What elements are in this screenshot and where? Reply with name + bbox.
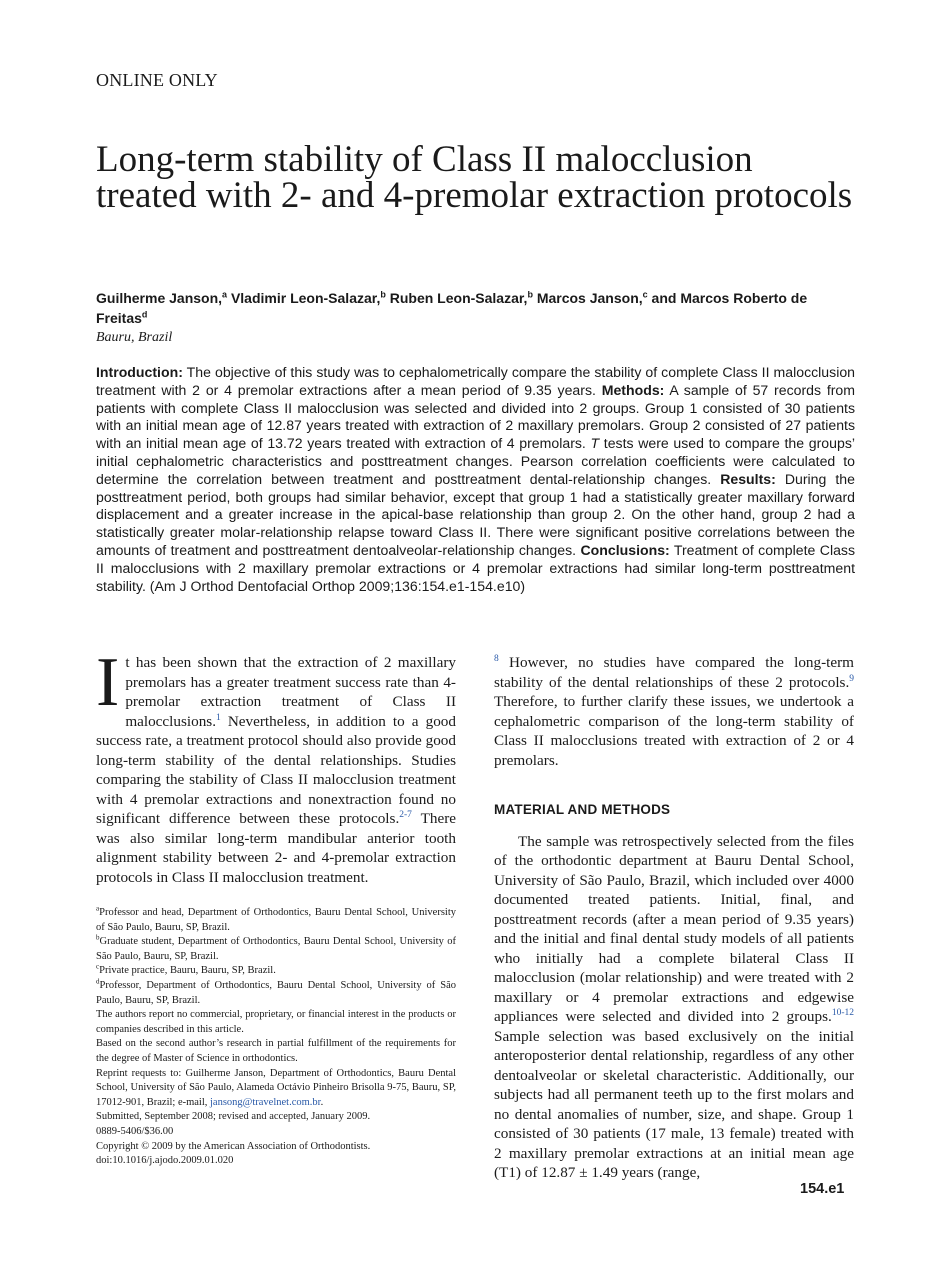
footnote-a: [96, 906, 456, 935]
body-text: Sample selection was based exclusively on the initial anteroposterior dental relationship, regardless of any other dentoalveolar or skeletal characteristic. Additionally, our subjects had all permanent teeth up to the first molars and no dental anomalies of number, size, and shape. Group 1 consisted of 30 patients (17 male, 13 female) treated with 2 maxillary premolar extractions at an initial mean age (T1) of 12.87 ± 1.49 years (range,: [494, 1027, 854, 1181]
body-text: Nevertheless, in addition to a good success rate, a treatment protocol should also provide good long-term stability of the dental relationships. Studies comparing the stability of Class II malocclusion treatment with 4 premolar extractions and nonextraction found no significant difference between these protocols.: [96, 712, 456, 827]
footnote-mark: b: [96, 933, 100, 942]
author-affil-mark[interactable]: b: [380, 289, 386, 300]
footnote-c: [96, 964, 456, 979]
author-list: [96, 288, 856, 328]
abstract-methods-label: Methods:: [601, 381, 665, 398]
citation-link[interactable]: 1: [216, 712, 221, 723]
section-heading: MATERIAL AND METHODS: [494, 802, 671, 817]
abstract-results-label: Results:: [720, 470, 776, 487]
issn-note: 0889-5406/$36.00: [96, 1125, 174, 1137]
reprint-text: Reprint requests to: Guilherme Janson, Department of Orthodontics, Bauru Dental School, University of São Paulo, Alameda Octávio Pinheiro Brisolla 9-75, Bauru, SP, 17012-901, Brazil; e-mail,: [96, 1067, 456, 1108]
author-affil-mark[interactable]: a: [222, 289, 228, 300]
copyright-note: Copyright © 2009 by the American Association of Orthodontists.: [96, 1140, 371, 1152]
author-name: and Marcos Roberto de Freitas: [96, 290, 808, 326]
article-title: Long-term stability of Class II malocclusion treated with 2- and 4-premolar extraction protocols: [96, 139, 853, 216]
intro-paragraph: [96, 644, 456, 887]
footnote-text: Private practice, Bauru, Bauru, SP, Brazil.: [99, 965, 276, 977]
abstract-methods-text: A sample of 57 records from patients with complete Class II malocclusion was selected and divided into 2 groups. Group 1 consisted of 30 patients with an initial mean age of 12.87 years treated with extraction of 2 maxillary premolars. Group 2 consisted of 27 patients with an initial mean age of 13.72 years treated with extraction of 4 premolars.: [96, 381, 856, 452]
footnotes: [96, 906, 456, 1169]
drop-cap: I: [96, 644, 120, 721]
author-affil-mark[interactable]: c: [642, 289, 648, 300]
footnote-mark: a: [96, 904, 100, 913]
author-name: Guilherme Janson,: [96, 290, 223, 306]
author-name: Ruben Leon-Salazar,: [385, 290, 528, 306]
citation-link[interactable]: 10-12: [831, 1007, 854, 1018]
body-text: t has been shown that the extraction of 2 maxillary premolars has a greater treatment success rate than 4-premolar extraction treatment of Class II malocclusions.: [125, 654, 456, 730]
submitted-note: Submitted, September 2008; revised and accepted, January 2009.: [96, 1111, 371, 1123]
author-location: Bauru, Brazil: [96, 330, 173, 345]
author-name: Vladimir Leon-Salazar,: [227, 290, 381, 306]
abstract-results-text: During the posttreatment period, both groups had similar behavior, except that group 1 had a statistically greater maxillary forward displacement and a greater increase in the apical-base relationship than group 2. On the other hand, group 2 had a statistically greater molar-relationship relapse toward Class II. There were significant positive correlations between the amounts of treatment and posttreatment dentoalveolar-relationship changes.: [96, 470, 855, 558]
footnote-text: Graduate student, Department of Orthodontics, Bauru Dental School, University of São Paulo, Bauru, SP, Brazil.: [96, 936, 456, 962]
body-text: The sample was retrospectively selected from the files of the orthodontic department at Bauru Dental School, University of São Paulo, Brazil, which included over 4000 documented treated patients. Initial, final, and posttreatment records (after a mean period of 9.35 years) and the initial and final dental study models of all patients who initially had a complete bilateral Class II malocclusion (molar relationship) and were treated with 2 maxillary or 4 premolar extractions and edgewise appliances were selected and divided into 2 groups.: [494, 832, 854, 1025]
abstract: [96, 364, 855, 595]
author-affil-mark[interactable]: b: [527, 289, 533, 300]
abstract-conclusions-text: Treatment of complete Class II malocclusions with 2 maxillary premolar extractions or 4 premolar extractions had similar long-term posttreatment stability. (Am J Orthod Dentofacial Orthop 2009;136:154.e1-154.e10): [96, 541, 856, 594]
author-name: Marcos Janson,: [532, 290, 643, 306]
doi-note: doi:10.1016/j.ajodo.2009.01.020: [96, 1155, 234, 1167]
footnote-b: [96, 935, 456, 964]
abstract-intro-label: Introduction:: [96, 364, 183, 380]
methods-paragraph: [494, 832, 854, 1183]
body-text: Therefore, to further clarify these issues, we undertook a cephalometric comparison of the long-term stability of Class II malocclusions treated with extraction of 2 or 4 premolars.: [494, 693, 854, 769]
thesis-note: Based on the second author’s research in partial fulfillment of the requirements for the degree of Master of Science in orthodontics.: [96, 1038, 456, 1064]
footnote-text: Professor, Department of Orthodontics, Bauru Dental School, University of São Paulo, Bauru, SP, Brazil.: [96, 979, 456, 1006]
footnote-text: Professor and head, Department of Orthodontics, Bauru Dental School, University of São Paulo, Bauru, SP, Brazil.: [96, 907, 456, 933]
footnote-mark: d: [96, 977, 100, 986]
citation-link[interactable]: 8: [494, 653, 499, 664]
reprint-end: .: [320, 1096, 324, 1108]
citation-link[interactable]: 9: [849, 673, 854, 684]
author-affil-mark[interactable]: d: [141, 309, 148, 320]
body-text: There was also similar long-term mandibular anterior tooth alignment stability between 2- and 4-premolar extraction protocols in Class II malocclusion treatment.: [96, 810, 456, 886]
reprint-note: [96, 1067, 456, 1111]
body-column-right: [494, 653, 854, 1183]
footnote-d: [96, 979, 456, 1008]
page-number: 154.e1: [800, 1181, 845, 1197]
footnote-mark: c: [96, 962, 100, 971]
body-text: However, no studies have compared the long-term stability of the dental relationships of these 2 protocols.: [494, 654, 854, 691]
abstract-intro-text: The objective of this study was to cephalometrically compare the stability of complete Class II malocclusion treatment with 2 or 4 premolar extractions after a mean period of 9.35 years.: [96, 364, 855, 398]
abstract-conclusions-label: Conclusions:: [580, 541, 670, 558]
intro-paragraph-continued: [494, 653, 854, 770]
abstract-methods-text: tests were used to compare the groups’ initial cephalometric characteristics and posttreatment changes. Pearson correlation coefficients were calculated to determine the correlation between treatment and posttreatment dental-relationship changes.: [96, 435, 855, 487]
section-label: ONLINE ONLY: [96, 70, 218, 90]
body-column-left: [96, 644, 456, 887]
citation-link[interactable]: 2-7: [399, 809, 412, 820]
disclosure-note: The authors report no commercial, proprietary, or financial interest in the products or companies described in this article.: [96, 1009, 456, 1035]
email-link[interactable]: jansong@travelnet.com.br: [210, 1096, 321, 1108]
abstract-t-italic: T: [590, 435, 600, 452]
